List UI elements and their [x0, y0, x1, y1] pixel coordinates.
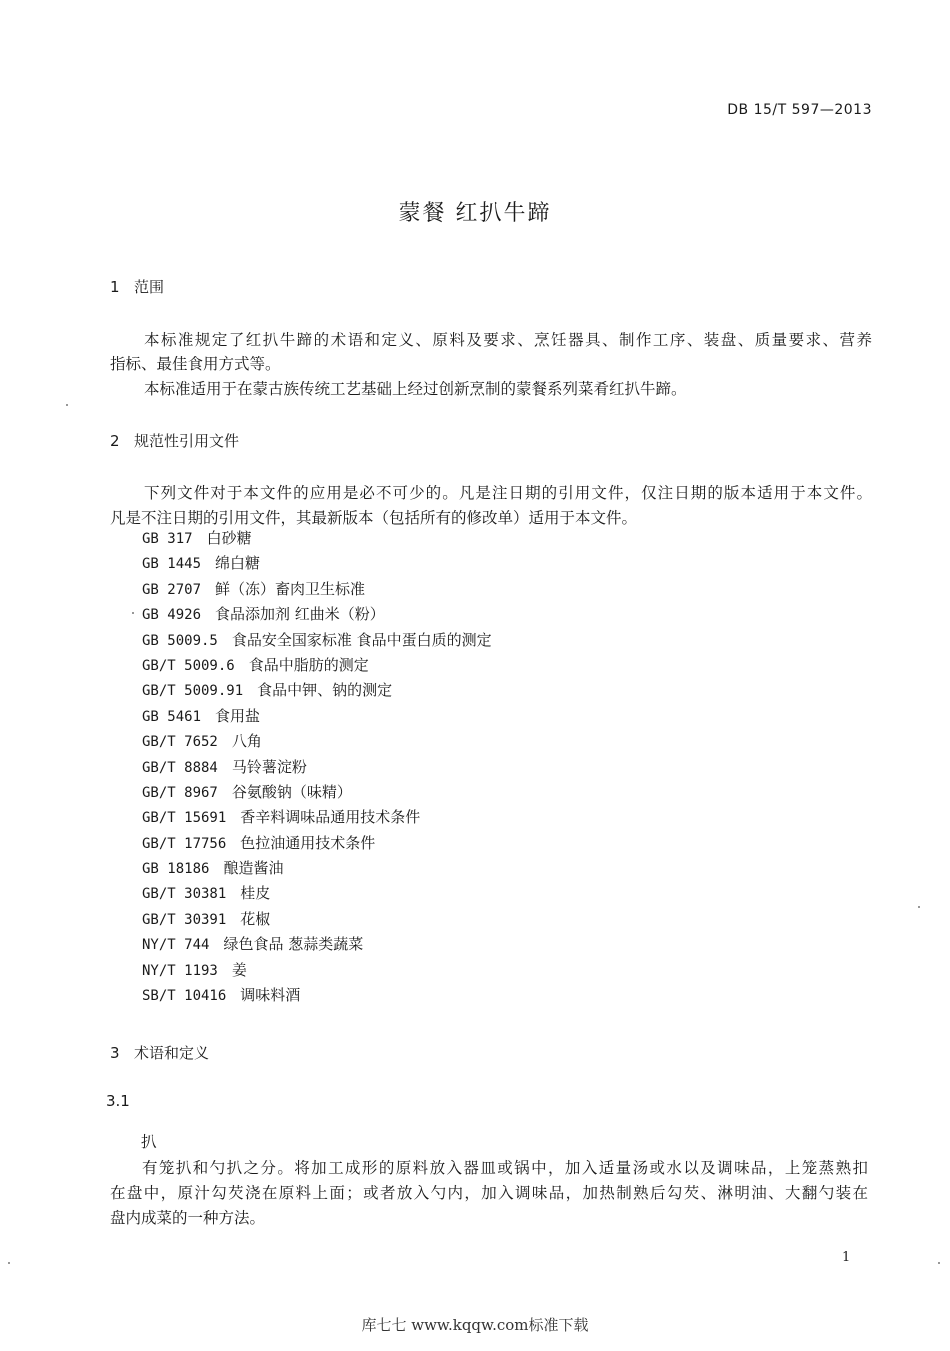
reference-item [142, 932, 492, 957]
section-title: 范围 [134, 278, 165, 296]
section-2-heading [110, 430, 239, 451]
reference-item [142, 983, 492, 1008]
scope-paragraph-line-2: 指标、最佳食用方式等。 [110, 355, 281, 373]
reference-name: 调味料酒 [240, 986, 301, 1005]
reference-item [142, 907, 492, 932]
reference-code: GB/T 15691 [142, 810, 227, 827]
reference-item [142, 653, 492, 678]
term-definition-line-1: 有笼扒和勺扒之分。将加工成形的原料放入器皿或锅中，加入适量汤或水以及调味品，上笼蒸熟扣 [142, 1159, 868, 1177]
term-title: 扒 [141, 1133, 157, 1151]
term-definition-line-2: 在盘中，原汁勾芡浇在原料上面；或者放入勺内，加入调味品，加热制熟后勾芡、淋明油、大翻勺装在 [110, 1184, 868, 1202]
scope-paragraph-line-1: 本标准规定了红扒牛蹄的术语和定义、原料及要求、烹饪器具、制作工序、装盘、质量要求、营养 [144, 331, 872, 349]
reference-item [142, 881, 492, 906]
page-title: 蒙餐 红扒牛蹄 [398, 201, 552, 226]
reference-code: GB/T 5009.91 [142, 683, 244, 700]
reference-code: SB/T 10416 [142, 988, 227, 1005]
reference-name: 绵白糖 [215, 554, 261, 573]
section-1-heading [110, 276, 164, 297]
reference-name: 八角 [231, 732, 262, 751]
reference-item [142, 577, 492, 602]
reference-code: NY/T 744 [142, 937, 210, 954]
reference-name: 白砂糖 [206, 529, 252, 547]
reference-code: GB 18186 [142, 861, 210, 878]
section-number: 1 [110, 278, 120, 296]
scan-speck [918, 906, 920, 908]
references-intro-line-1: 下列文件对于本文件的应用是必不可少的。凡是注日期的引用文件，仅注日期的版本适用于本文件。 [144, 484, 872, 502]
reference-code: GB/T 30391 [142, 911, 227, 928]
reference-item [142, 958, 492, 983]
reference-name: 食用盐 [215, 706, 261, 725]
reference-code: GB 4926 [142, 607, 202, 624]
reference-code: GB/T 5009.6 [142, 657, 235, 674]
reference-name: 酿造酱油 [223, 859, 284, 878]
reference-code: GB 1445 [142, 556, 202, 573]
reference-item [142, 526, 492, 551]
reference-item [142, 780, 492, 805]
references-intro-line-2: 凡是不注日期的引用文件，其最新版本（包括所有的修改单）适用于本文件。 [110, 509, 638, 527]
reference-code: GB/T 8884 [142, 759, 218, 776]
reference-code: GB/T 30381 [142, 886, 227, 903]
section-3-heading [110, 1042, 209, 1063]
reference-code: NY/T 1193 [142, 962, 218, 979]
scan-speck [132, 612, 134, 614]
section-number: 2 [110, 432, 120, 450]
reference-name: 食品安全国家标准 食品中蛋白质的测定 [231, 630, 492, 649]
subsection-number: 3.1 [106, 1092, 130, 1110]
reference-code: GB/T 8967 [142, 784, 218, 801]
reference-item [142, 628, 492, 653]
reference-item [142, 805, 492, 830]
reference-item [142, 755, 492, 780]
reference-item [142, 602, 492, 627]
reference-name: 食品中钾、钠的测定 [257, 681, 393, 700]
reference-code: GB 5009.5 [142, 632, 218, 649]
reference-code: GB/T 7652 [142, 734, 218, 751]
reference-item [142, 831, 492, 856]
reference-item [142, 856, 492, 881]
reference-name: 食品中脂肪的测定 [248, 655, 369, 674]
reference-name: 食品添加剂 红曲米（粉） [215, 605, 385, 624]
reference-item [142, 678, 492, 703]
reference-item [142, 551, 492, 576]
reference-code: GB 317 [142, 531, 193, 547]
reference-name: 桂皮 [240, 884, 271, 903]
reference-code: GB 5461 [142, 708, 202, 725]
reference-code: GB 2707 [142, 581, 202, 598]
term-definition-line-3: 盘内成菜的一种方法。 [110, 1209, 266, 1227]
reference-name: 色拉油通用技术条件 [240, 833, 376, 852]
section-title: 规范性引用文件 [134, 432, 240, 450]
reference-name: 马铃薯淀粉 [231, 757, 307, 776]
reference-list [142, 526, 492, 1008]
reference-name: 谷氨酸钠（味精） [231, 782, 352, 801]
document-code: DB 15/T 597—2013 [727, 102, 872, 118]
reference-item [142, 704, 492, 729]
scope-applicability: 本标准适用于在蒙古族传统工艺基础上经过创新烹制的蒙餐系列菜肴红扒牛蹄。 [144, 380, 687, 398]
reference-code: GB/T 17756 [142, 835, 227, 852]
reference-item [142, 729, 492, 754]
reference-name: 花椒 [240, 909, 271, 928]
section-title: 术语和定义 [134, 1044, 210, 1062]
scan-speck [66, 404, 68, 406]
page-number: 1 [842, 1250, 851, 1265]
reference-name: 鲜（冻）畜肉卫生标准 [215, 579, 366, 598]
scan-speck [8, 1262, 10, 1264]
reference-name: 香辛料调味品通用技术条件 [240, 808, 421, 827]
reference-name: 绿色食品 葱蒜类蔬菜 [223, 935, 364, 954]
section-number: 3 [110, 1044, 120, 1062]
footer-watermark: 库七七 www.kqqw.com标准下载 [361, 1316, 589, 1334]
reference-name: 姜 [231, 960, 247, 979]
scan-speck [938, 1262, 940, 1264]
